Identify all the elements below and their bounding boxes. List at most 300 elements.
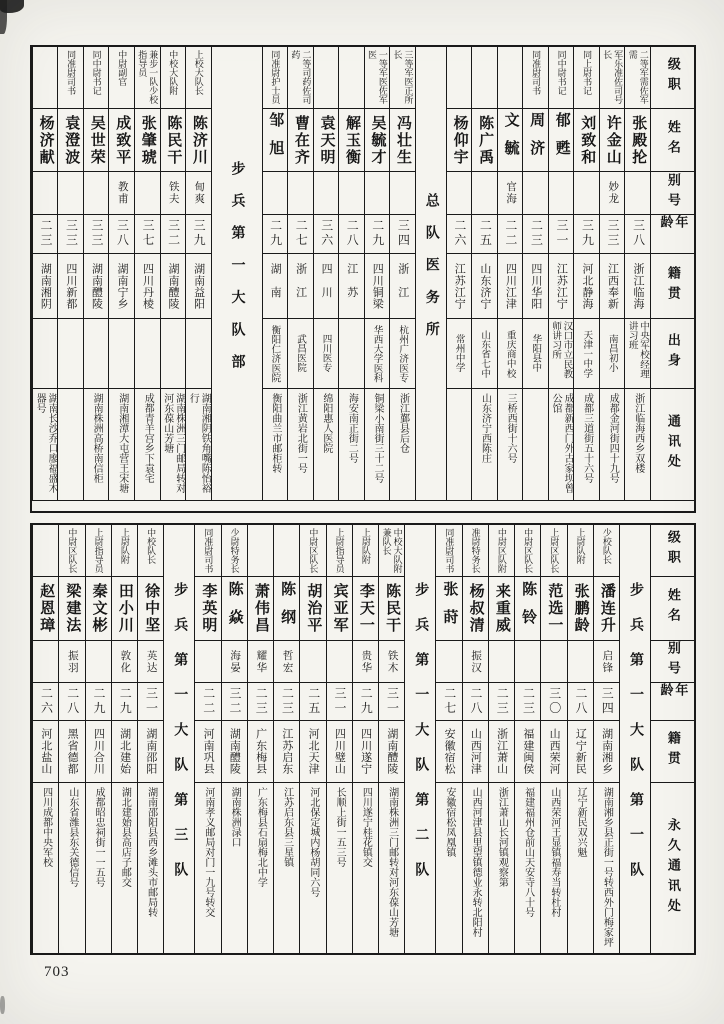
native-text: 四川丹棱 <box>141 262 154 310</box>
native-cell <box>600 254 625 319</box>
address-text: 浙江黄岩北街一号 <box>295 393 307 473</box>
person-column <box>299 525 325 953</box>
alias-cell <box>84 172 109 215</box>
alias-cell <box>248 641 273 683</box>
person-column <box>624 47 650 500</box>
rank-cell <box>33 525 58 577</box>
table-columns <box>32 47 694 500</box>
address-cell <box>138 783 163 953</box>
address-cell <box>568 783 593 953</box>
age-text: 二七 <box>442 686 457 717</box>
address-text: 河南孝义邮局对门一九号转交 <box>202 787 214 917</box>
native-cell <box>59 721 84 783</box>
alias-cell <box>390 172 415 215</box>
person-column <box>540 525 566 953</box>
native-cell <box>138 721 163 783</box>
age-cell <box>436 683 461 721</box>
person-column <box>221 525 247 953</box>
address-text: 湖南株洲渌口 <box>229 787 241 847</box>
name-text: 陈纲 <box>279 580 296 637</box>
address-cell <box>541 783 566 953</box>
age-text: 三三 <box>606 219 621 249</box>
alias-cell <box>339 172 364 215</box>
age-text: 三八 <box>631 219 646 249</box>
age-cell <box>274 683 299 721</box>
age-cell <box>58 215 83 254</box>
address-cell <box>195 783 220 953</box>
native-cell <box>195 721 220 783</box>
native-cell <box>186 254 211 319</box>
alias-text: 振羽 <box>66 649 78 674</box>
name-cell <box>549 109 574 172</box>
age-text: 三二 <box>166 219 181 249</box>
header-label: 年龄 <box>658 215 689 236</box>
name-cell <box>112 577 137 641</box>
alias-cell <box>274 641 299 683</box>
person-column <box>462 525 488 953</box>
address-text: 福建福州仓前山天安寺八十号 <box>522 787 534 917</box>
native-text: 湖南 <box>269 262 282 310</box>
name-cell <box>58 109 83 172</box>
person-column <box>58 525 84 953</box>
person-column <box>83 47 109 500</box>
header-cell <box>651 47 694 109</box>
address-text: 衡阳曲兰市邮柜转 <box>269 393 281 473</box>
age-cell <box>222 683 247 721</box>
age-text: 三三 <box>90 219 104 249</box>
header-label: 籍贯 <box>665 265 681 307</box>
rank-text: 三等军医正所长 <box>392 50 414 104</box>
origin-cell <box>523 319 548 389</box>
alias-cell <box>625 172 650 215</box>
alias-text: 英达 <box>145 649 157 674</box>
native-text: 福建闽侯 <box>521 728 534 775</box>
address-cell <box>625 389 650 500</box>
address-text: 山东济宁西陈庄 <box>479 393 491 463</box>
native-cell <box>327 721 352 783</box>
age-text: 三一 <box>144 686 159 717</box>
name-text: 袁澄波 <box>63 114 80 166</box>
address-text: 成都青羊宫乡下袁宅 <box>142 393 154 483</box>
rank-text: 同准尉护士员 <box>270 50 281 104</box>
rank-text: 军乐准佐司号长 <box>602 50 624 104</box>
name-cell <box>248 577 273 641</box>
alias-cell <box>186 172 211 215</box>
name-text: 吴世荣 <box>88 114 105 166</box>
name-text: 陈民干 <box>165 114 182 166</box>
origin-text: 衡阳仁济医院 <box>269 324 281 383</box>
address-cell <box>222 783 247 953</box>
name-text: 来重威 <box>493 583 510 634</box>
alias-cell <box>138 641 163 683</box>
rank-text: 上尉指导员 <box>334 528 345 573</box>
name-text: 邹旭 <box>267 112 284 168</box>
native-cell <box>625 254 650 319</box>
native-cell <box>489 721 514 783</box>
age-text: 三四 <box>600 686 615 717</box>
address-text: 安徽宿松凤凰镇 <box>443 787 455 857</box>
age-text: 三八 <box>115 219 130 249</box>
name-text: 杨济献 <box>37 114 54 166</box>
age-cell <box>523 215 548 254</box>
table-columns <box>32 525 694 953</box>
address-cell <box>274 783 299 953</box>
header-label: 年龄 <box>658 683 689 704</box>
name-cell <box>523 109 548 172</box>
origin-cell <box>135 319 160 389</box>
address-text: 江苏启东县三星镇 <box>281 787 293 867</box>
origin-cell <box>390 319 415 389</box>
alias-cell <box>472 172 497 215</box>
alias-cell <box>58 172 83 215</box>
address-cell <box>86 783 111 953</box>
native-text: 湖南醴陵 <box>167 262 180 310</box>
origin-cell <box>109 319 134 389</box>
native-text: 湖南邵阳 <box>144 728 157 775</box>
rank-cell <box>222 525 247 577</box>
alias-cell <box>353 641 378 683</box>
name-text: 周济 <box>528 112 545 168</box>
person-column <box>108 47 134 500</box>
name-text: 陈焱 <box>226 580 243 637</box>
address-text: 湖南株洲三门邮转对河东葆山芳塘 <box>386 787 398 937</box>
alias-cell <box>568 641 593 683</box>
name-text: 杨仰宇 <box>451 114 468 166</box>
rank-cell <box>33 47 58 109</box>
header-label: 级职 <box>665 530 681 571</box>
person-column <box>352 525 378 953</box>
origin-cell <box>263 319 288 389</box>
age-text: 三二 <box>227 686 242 717</box>
address-text: 湖南邵阳县西乡滩头市邮局转 <box>145 787 157 917</box>
rank-text: 中尉区队长 <box>308 528 319 573</box>
name-cell <box>33 577 58 641</box>
address-text: 山西荣河王显镇福寿当转杜村 <box>548 787 560 917</box>
section-divider <box>404 525 435 953</box>
alias-text: 铁木 <box>386 649 398 674</box>
age-cell <box>594 683 619 721</box>
person-column <box>435 525 461 953</box>
address-text: 铜梁小南街三十二号 <box>371 393 383 483</box>
person-column <box>471 47 497 500</box>
native-cell <box>112 721 137 783</box>
age-cell <box>498 215 523 254</box>
blank-footer-row <box>32 500 694 511</box>
native-cell <box>135 254 160 319</box>
header-cell <box>651 721 694 783</box>
origin-text: 重庆商中校 <box>504 329 516 378</box>
address-text: 成都三道街五十六号 <box>581 393 593 483</box>
name-cell <box>263 109 288 172</box>
rank-text: 上尉指导员 <box>93 528 104 573</box>
name-text: 成致平 <box>114 114 131 166</box>
name-text: 郁甦 <box>553 112 570 168</box>
rank-cell <box>300 525 325 577</box>
address-cell <box>523 389 548 500</box>
person-column <box>488 525 514 953</box>
rank-cell <box>515 525 540 577</box>
address-cell <box>33 389 58 500</box>
age-text: 三三 <box>64 219 79 249</box>
address-cell <box>161 389 186 500</box>
name-text: 李英明 <box>200 583 217 634</box>
address-cell <box>594 783 619 953</box>
name-cell <box>274 577 299 641</box>
age-text: 二九 <box>359 686 374 717</box>
address-text: 浙江临海西乡双楼 <box>632 393 644 473</box>
alias-cell <box>222 641 247 683</box>
native-text: 四川江津 <box>504 262 517 310</box>
alias-text: 海晏 <box>229 649 241 674</box>
alias-cell <box>541 641 566 683</box>
section-divider <box>415 47 446 500</box>
header-cell <box>651 389 694 500</box>
address-text: 浙江萧山长河镇观察第 <box>496 787 508 887</box>
age-text: 二三 <box>521 686 536 717</box>
name-text: 张莳 <box>441 580 458 637</box>
address-text: 成都昭忠祠街一一五号 <box>93 787 105 887</box>
address-cell <box>135 389 160 500</box>
header-cell <box>651 783 694 953</box>
rank-cell <box>463 525 488 577</box>
person-column <box>378 525 404 953</box>
address-text: 湖南湘潭大屯营王宋塘 <box>116 393 128 493</box>
address-cell <box>472 389 497 500</box>
rank-cell <box>390 47 415 109</box>
native-text: 河北静海 <box>580 262 593 310</box>
age-cell <box>463 683 488 721</box>
address-cell <box>353 783 378 953</box>
person-column <box>273 525 299 953</box>
native-text: 广东梅县 <box>254 728 267 775</box>
name-cell <box>365 109 390 172</box>
name-text: 宾亚军 <box>331 583 348 634</box>
native-cell <box>574 254 599 319</box>
roster-table-top <box>30 45 696 513</box>
person-column <box>573 47 599 500</box>
rank-text: 中尉区队附 <box>496 528 507 573</box>
rank-text: 上校大队长 <box>193 50 204 95</box>
rank-text: 上尉队附 <box>575 528 586 564</box>
age-cell <box>379 683 404 721</box>
age-cell <box>186 215 211 254</box>
native-cell <box>365 254 390 319</box>
name-cell <box>222 577 247 641</box>
alias-cell <box>314 172 339 215</box>
address-text: 湖北建始县高店子邮交 <box>119 787 131 887</box>
rank-cell <box>498 47 523 109</box>
age-text: 二八 <box>468 686 483 717</box>
address-text: 三桥西街十六号 <box>505 393 517 463</box>
native-text: 四川铜梁 <box>371 262 384 310</box>
address-text: 浙江鄞县后仓 <box>397 393 409 453</box>
origin-cell <box>365 319 390 389</box>
rank-text: 上尉区队长 <box>549 528 560 573</box>
age-text: 二二 <box>503 219 518 249</box>
age-cell <box>86 683 111 721</box>
rank-cell <box>625 47 650 109</box>
rank-text: 中尉区队长 <box>67 528 78 573</box>
page-number: 703 <box>44 964 70 980</box>
origin-cell <box>625 319 650 389</box>
origin-cell <box>498 319 523 389</box>
person-column <box>313 47 339 500</box>
name-cell <box>463 577 488 641</box>
alias-cell <box>300 641 325 683</box>
address-text: 湖南株洲三门邮局转对河东葆山芳塘 <box>161 393 185 493</box>
header-cell <box>651 641 694 683</box>
name-text: 陈铃 <box>520 580 537 637</box>
alias-text: 官海 <box>505 181 517 205</box>
rank-cell <box>600 47 625 109</box>
name-cell <box>379 577 404 641</box>
age-cell <box>300 683 325 721</box>
address-text: 河北保定城内杨胡同六号 <box>307 787 319 897</box>
native-cell <box>58 254 83 319</box>
rank-cell <box>86 525 111 577</box>
name-cell <box>568 577 593 641</box>
native-cell <box>314 254 339 319</box>
name-text: 曹在齐 <box>292 114 309 166</box>
person-column <box>134 47 160 500</box>
age-cell <box>109 215 134 254</box>
header-cell <box>651 683 694 721</box>
age-text: 二八 <box>345 219 360 249</box>
age-text: 二八 <box>65 686 80 717</box>
age-text: 二三 <box>495 686 510 717</box>
age-text: 三一 <box>332 686 347 717</box>
native-cell <box>161 254 186 319</box>
age-cell <box>568 683 593 721</box>
origin-cell <box>549 319 574 389</box>
alias-cell <box>594 641 619 683</box>
section-divider <box>163 525 194 953</box>
person-column <box>593 525 619 953</box>
native-text: 河南巩县 <box>202 728 215 775</box>
header-cell <box>651 577 694 641</box>
roster-table-bottom <box>30 523 696 955</box>
person-column <box>389 47 415 500</box>
origin-cell <box>161 319 186 389</box>
name-text: 冯壮生 <box>395 114 412 166</box>
origin-cell <box>447 319 472 389</box>
origin-text: 杭州广济医专 <box>397 324 409 383</box>
native-cell <box>300 721 325 783</box>
alias-cell <box>549 172 574 215</box>
alias-cell <box>327 641 352 683</box>
name-cell <box>600 109 625 172</box>
name-cell <box>300 577 325 641</box>
age-cell <box>263 215 288 254</box>
origin-cell <box>600 319 625 389</box>
name-cell <box>84 109 109 172</box>
person-column <box>287 47 313 500</box>
header-cell <box>651 254 694 319</box>
person-column <box>160 47 186 500</box>
name-cell <box>314 109 339 172</box>
name-text: 陈济川 <box>190 114 207 166</box>
address-cell <box>390 389 415 500</box>
address-cell <box>112 783 137 953</box>
age-cell <box>447 215 472 254</box>
name-cell <box>594 577 619 641</box>
rank-text: 同中尉书记 <box>91 50 102 95</box>
age-cell <box>248 683 273 721</box>
address-cell <box>515 783 540 953</box>
native-cell <box>33 254 58 319</box>
address-cell <box>339 389 364 500</box>
age-cell <box>161 215 186 254</box>
age-text: 二二 <box>201 686 216 717</box>
rank-text: 准尉特务长 <box>470 528 481 573</box>
rank-cell <box>263 47 288 109</box>
origin-text: 武昌医院 <box>295 334 307 373</box>
rank-text: 同准尉司书 <box>444 528 455 573</box>
native-text: 浙江 <box>294 262 307 310</box>
age-cell <box>33 683 58 721</box>
native-cell <box>84 254 109 319</box>
name-cell <box>186 109 211 172</box>
name-text: 徐中坚 <box>143 583 160 634</box>
address-cell <box>186 389 211 500</box>
address-cell <box>436 783 461 953</box>
address-cell <box>549 389 574 500</box>
rank-cell <box>472 47 497 109</box>
age-text: 二九 <box>268 219 283 249</box>
address-text: 湖南株洲高桥南信柜 <box>91 393 103 483</box>
alias-cell <box>379 641 404 683</box>
native-cell <box>222 721 247 783</box>
alias-cell <box>523 172 548 215</box>
person-column <box>111 525 137 953</box>
name-cell <box>339 109 364 172</box>
address-cell <box>248 783 273 953</box>
native-text: 湖南醴陵 <box>228 728 241 775</box>
rank-text: 同上尉书记 <box>582 50 593 95</box>
alias-cell <box>600 172 625 215</box>
address-cell <box>84 389 109 500</box>
origin-text: 华西大学医科 <box>371 324 383 383</box>
origin-text: 汉口市立民教师讲习所 <box>550 321 573 379</box>
age-text: 二九 <box>91 686 106 717</box>
age-text: 三四 <box>396 219 411 249</box>
rank-cell <box>594 525 619 577</box>
header-label: 通讯处 <box>665 414 681 475</box>
person-column <box>497 47 523 500</box>
header-cell <box>651 172 694 215</box>
rank-cell <box>274 525 299 577</box>
person-column <box>599 47 625 500</box>
native-cell <box>568 721 593 783</box>
address-text: 湖南长沙乔口廖福盛木器号 <box>34 393 58 493</box>
native-cell <box>594 721 619 783</box>
address-cell <box>489 783 514 953</box>
alias-cell <box>288 172 313 215</box>
address-text: 广东梅县石扇梅北中学 <box>255 787 267 887</box>
native-text: 山西河津 <box>469 728 482 775</box>
native-cell <box>109 254 134 319</box>
address-text: 绵阳惠人医院 <box>320 393 332 453</box>
person-column <box>522 47 548 500</box>
person-column <box>32 47 58 500</box>
rank-cell <box>447 47 472 109</box>
address-cell <box>109 389 134 500</box>
name-text: 李天一 <box>357 583 374 634</box>
alias-cell <box>33 641 58 683</box>
age-text: 二五 <box>306 686 321 717</box>
address-cell <box>463 783 488 953</box>
alias-text: 铁夫 <box>167 181 179 205</box>
